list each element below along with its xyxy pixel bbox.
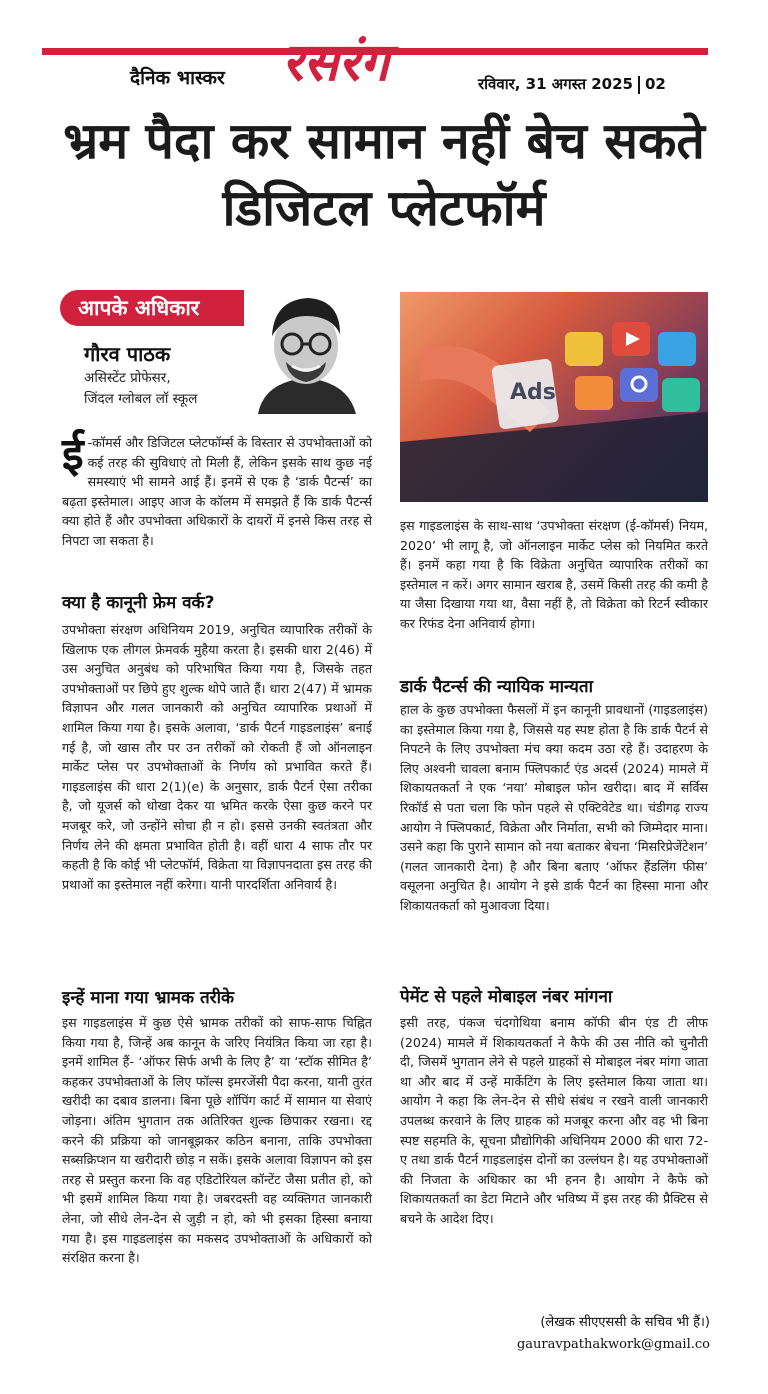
section1-text: उपभोक्ता संरक्षण अधिनियम 2019, अनुचित व्यापारिक तरीकों के खिलाफ एक लीगल फ्रेमवर्क मुहैया करता है। इसकी धारा 2(46) में उस अनुचित अनुबंध को परिभाषित किया गया है, जिसके तहत उपभोक्ताओं पर छिपे हुए शुल्क थोपे जाते हैं। धारा 2(47) में भ्रामक विज्ञापन और गलत जानकारी को अनुचित व्यापारिक प्रथाओं में शामिल किया गया है। इसके अलावा, ‘डार्क पैटर्न गाइडलाइंस’ बनाई गई है, जो खास तौर पर उन तरीकों को रोकती हैं जो ऑनलाइन मार्केट प्लेस पर उपभोक्ताओं के निर्णय को प्रभावित करते हैं। गाइडलाइंस की धारा 2(1)(e) के अनुसार, डार्क पैटर्न ऐसा तरीका है, जो यूजर्स को धोखा देकर या भ्रमित करके ऐसा कुछ करने पर मजबूर करे, जो उन्होंने सोचा ही न हो। इससे उनकी स्वतंत्रता और निर्णय लेने की क्षमता प्रभावित होती है। वहीं धारा 4 साफ तौर पर कहती है कि कोई भी प्लेटफॉर्म, विक्रेता या विज्ञापनदाता इस तरह की प्रथाओं का इस्तेमाल नहीं करेगा। यानी पारदर्शिता अनिवार्य है। xyxy=(62,622,372,892)
author-role-line1: असिस्टेंट प्रोफेसर, xyxy=(84,370,171,386)
dropcap: ई xyxy=(62,429,84,480)
author-role-line2: जिंदल ग्लोबल लॉ स्कूल xyxy=(84,391,198,407)
author-portrait xyxy=(244,286,368,414)
author-name: गौरव पाठक xyxy=(84,342,171,366)
section3-heading: डार्क पैटर्न्स की न्यायिक मान्यता xyxy=(400,677,594,697)
column-tag: आपके अधिकार xyxy=(60,290,284,326)
author-note: (लेखक सीएएससी के सचिव भी हैं।) xyxy=(540,1315,710,1330)
supplement-logo: रसरंग xyxy=(282,32,389,93)
ads-photo xyxy=(400,292,708,502)
intro-paragraph xyxy=(62,429,372,551)
dateline xyxy=(478,74,666,94)
section2-text: इस गाइडलाइंस में कुछ ऐसे भ्रामक तरीकों को साफ-साफ चिह्नित किया गया है, जिन्हें अब कानून के जरिए नियंत्रित किया जा रहा है। इनमें शामिल हैं- ‘ऑफर सिर्फ अभी के लिए है’ या ‘स्टॉक सीमित है’ कहकर उपभोक्ताओं के लिए फॉल्स इमरजेंसी पैदा करना, यानी तुरंत खरीदी का दबाव डालना। बिना पूछे शॉपिंग कार्ट में सामान या सेवाएं जोड़ना। अंतिम भुगतान तक अतिरिक्त शुल्क छिपाकर रखना। रद्द करने की प्रक्रिया को जानबूझकर कठिन बनाना, ताकि उपभोक्ता सब्सक्रिप्शन या खरीदारी छोड़ न सकें। इसके अलावा विज्ञापन को इस तरह से प्रस्तुत करना कि वह एडिटोरियल कॉन्टेंट जैसा प्रतीत हो, को भी इसमें शामिल किया गया है। जबरदस्ती वह व्यक्तिगत जानकारी लेना, जो सीधे लेन-देन से जुड़ी न हो, को भी इसका हिस्सा बनाया गया है। इस गाइडलाइंस का मकसद उपभोक्ताओं के अधिकारों को संरक्षित करना है। xyxy=(62,1015,372,1266)
intro-text: -कॉमर्स और डिजिटल प्लेटफॉर्म्स के विस्तार से उपभोक्ताओं को कई तरह की सुविधाएं तो मिली हैं, लेकिन इसके साथ कुछ नई समस्याएं भी सामने आई हैं। इनमें से एक है ‘डार्क पैटर्न्स’ का बढ़ता इस्तेमाल। आइए आज के कॉलम में समझते हैं कि डार्क पैटर्न्स क्या होते हैं और उपभोक्ता अधिकारों के दायरों में इनसे किस तरह से निपटा जा सकता है। xyxy=(62,435,372,548)
right-intro-text: इस गाइडलाइंस के साथ-साथ ‘उपभोक्ता संरक्षण (ई-कॉमर्स) नियम, 2020’ भी लागू है, जो ऑनलाइन मार्केट प्लेस को नियमित करते हैं। इनमें कहा गया है कि विक्रेता अनुचित व्यापारिक तरीकों का इस्तेमाल न करें। अगर सामान खराब है, उसमें किसी तरह की कमी है या जैसा दिखाया गया था, वैसा नहीं है, तो विक्रेता को रिटर्न स्वीकार कर रिफंड देना अनिवार्य होगा। xyxy=(400,518,708,631)
headline: भ्रम पैदा कर सामान नहीं बेच सकते डिजिटल प्लेटफॉर्म xyxy=(63,112,705,237)
newspaper-name: दैनिक भास्कर xyxy=(130,67,225,89)
section4-heading: पेमेंट से पहले मोबाइल नंबर मांगना xyxy=(400,987,613,1007)
ads-badge: Ads xyxy=(510,380,556,405)
author-email[interactable]: gauravpathakwork@gmail.co xyxy=(516,1337,710,1352)
section2-heading: इन्हें माना गया भ्रामक तरीके xyxy=(62,988,235,1008)
issue-date: रविवार, 31 अगस्त 2025 xyxy=(478,75,633,93)
section3-text: हाल के कुछ उपभोक्ता फैसलों में इन कानूनी प्रावधानों (गाइडलाइंस) का इस्तेमाल किया गया है, जिससे यह स्पष्ट होता है कि डार्क पैटर्न से निपटने के लिए उपभोक्ता मंच क्या कदम उठा रहे हैं। उदाहरण के लिए अश्वनी चावला बनाम फ्लिपकार्ट एंड अदर्स (2024) मामले में शिकायतकर्ता ने एक ‘नया’ मोबाइल फोन खरीदा। बाद में सर्विस रिकॉर्ड से पता चला कि फोन पहले से एक्टिवेटेड था। चंडीगढ़ राज्य आयोग ने फ्लिपकार्ट, विक्रेता और निर्माता, सभी को जिम्मेदार माना। उसने कहा कि पुराने सामान को नया बताकर बेचना ‘मिसरिप्रेजेंटेशन’ (गलत जानकारी देना) है और बिना बताए ‘ऑफर हैंडलिंग फीस’ वसूलना अनुचित है। आयोग ने इसे डार्क पैटर्न का हिस्सा माना और शिकायतकर्ता को मुआवजा दिया। xyxy=(400,702,708,913)
author-role xyxy=(84,368,197,410)
section1-heading: क्या है कानूनी फ्रेम वर्क? xyxy=(62,593,215,613)
dateline-divider xyxy=(638,76,640,94)
section4-text: इसी तरह, पंकज चंदगोथिया बनाम कॉफी बीन एंड टी लीफ (2024) मामले में शिकायतकर्ता ने कैफे की उस नीति को चुनौती दी, जिसमें भुगतान लेने से पहले ग्राहकों से मोबाइल नंबर मांगा जाता था और बाद में उन्हें मार्केटिंग के लिए इस्तेमाल किया जाता था। आयोग ने कहा कि लेन-देन से सीधे संबंध न रखने वाली जानकारी उपलब्ध करवाने के लिए ग्राहक को मजबूर करना और वह भी बिना स्पष्ट सहमति के, सूचना प्रौद्योगिकी अधिनियम 2000 की धारा 72-ए तथा डार्क पैटर्न गाइडलाइंस दोनों का उल्लंघन है। यह उपभोक्ताओं की निजता के अधिकार का भी हनन है। आयोग ने कैफे को शिकायतकर्ता का डेटा मिटाने और भविष्य में इस तरह की प्रैक्टिस से बचने के आदेश दिए। xyxy=(400,1015,708,1226)
page-number: 02 xyxy=(645,75,666,93)
